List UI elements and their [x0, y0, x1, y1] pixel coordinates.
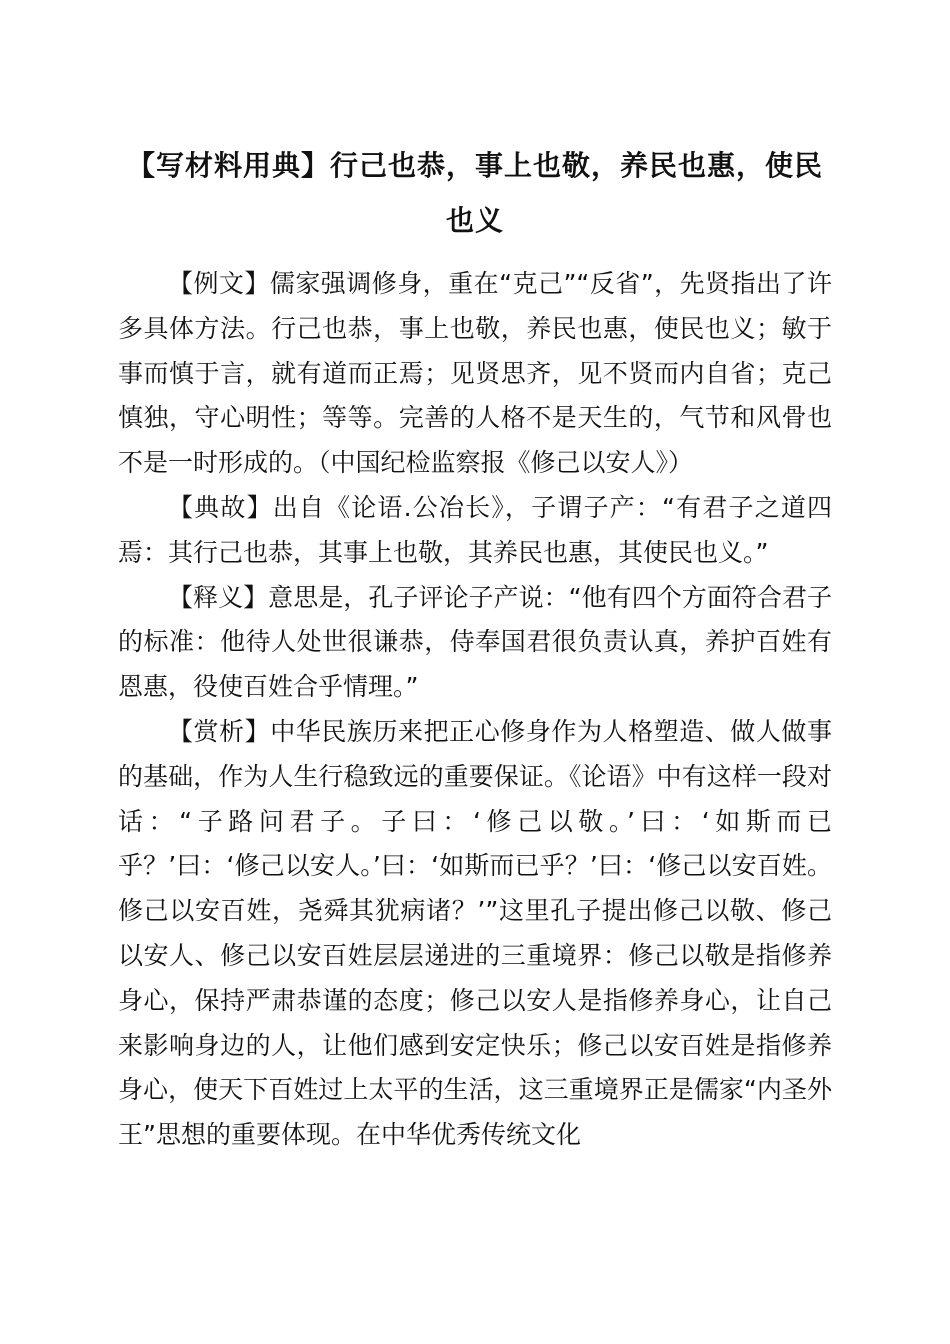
paragraph-allusion	[118, 486, 832, 576]
paragraph-text: 出自《论语.公冶长》，子谓子产：“有君子之道四焉：其行己也恭，其事上也敬，其养民也惠，其使民也义。”	[118, 492, 832, 567]
paragraph-text: 儒家强调修身，重在“克己”“反省”，先贤指出了许多具体方法。行己也恭，事上也敬，养民也惠，使民也义；敏于事而慎于言，就有道而正焉；见贤思齐，见不贤而内自省；克己慎独，守心明性；等等。完善的人格不是天生的，气节和风骨也不是一时形成的。（中国纪检监察报《修己以安人》）	[118, 269, 832, 478]
paragraph-tag: 【典故】	[168, 492, 273, 522]
paragraph-text: 意思是，孔子评论子产说：“他有四个方面符合君子的标准：他待人处世很谦恭，侍奉国君很负责认真，养护百姓有恩惠，役使百姓合乎情理。”	[118, 582, 832, 702]
paragraph-interpretation	[118, 576, 832, 710]
paragraph-text: 中华民族历来把正心修身作为人格塑造、做人做事的基础，作为人生行稳致远的重要保证。《论语》中有这样一段对话：“子路问君子。子曰：‘修己以敬。’曰：‘如斯而已乎？’曰：‘修己以安人。’曰：‘如斯而已乎？’曰：‘修己以安百姓。修己以安百姓，尧舜其犹病诸？’”这里孔子提出修己以敬、修己以安人、修己以安百姓层层递进的三重境界：修己以敬是指修养身心，保持严肃恭谨的态度；修己以安人是指修养身心，让自己来影响身边的人，让他们感到安定快乐；修己以安百姓是指修养身心，使天下百姓过上太平的生活，这三重境界正是儒家“内圣外王”思想的重要体现。在中华优秀传统文化	[118, 716, 832, 1150]
paragraph-tag: 【释义】	[168, 582, 269, 612]
document-body	[118, 262, 832, 1158]
paragraph-tag: 【赏析】	[168, 716, 271, 746]
paragraph-tag: 【例文】	[168, 269, 270, 298]
paragraph-example	[118, 262, 832, 486]
document-title: 【写材料用典】行己也恭，事上也敬，养民也惠，使民也义	[126, 149, 823, 237]
paragraph-appreciation	[118, 710, 832, 1158]
